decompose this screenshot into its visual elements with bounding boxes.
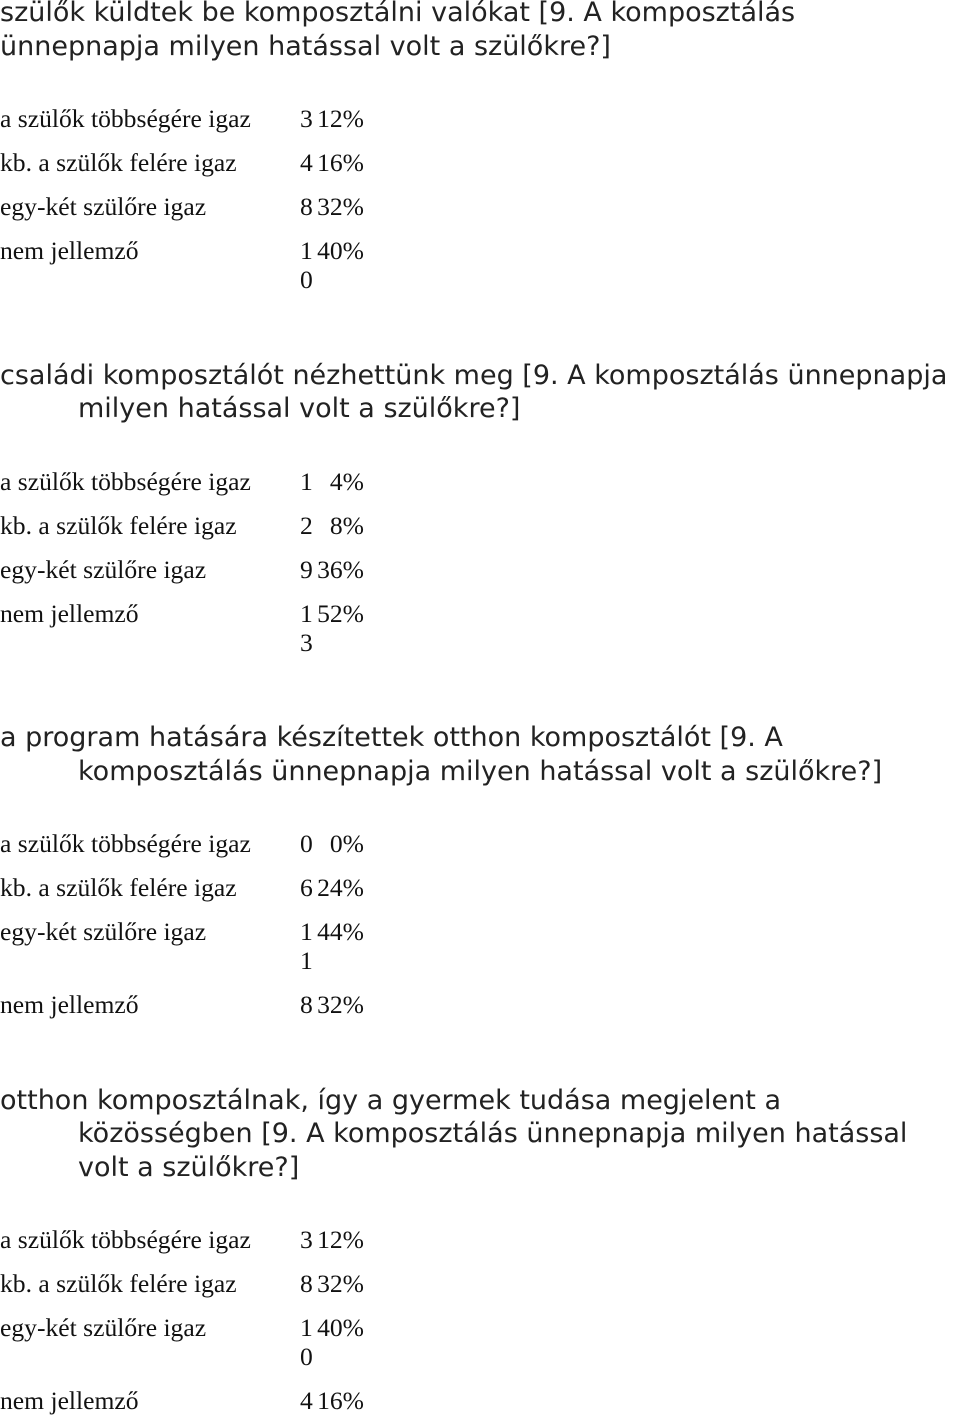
- response-row: [0, 814, 960, 858]
- response-count: 3: [300, 104, 313, 133]
- response-row: [0, 452, 960, 496]
- question-section: [0, 721, 960, 1019]
- question-section: [0, 1084, 960, 1416]
- response-percent: 0%: [329, 829, 364, 858]
- response-row: [0, 177, 960, 221]
- response-count: 2: [300, 510, 313, 540]
- question-title-line: családi komposztálót nézhettünk meg [9. A komposztálás ünnepnapja: [0, 359, 948, 391]
- response-count: 10: [300, 1313, 313, 1371]
- response-percent: 36%: [317, 554, 364, 584]
- response-count: 8: [300, 1269, 313, 1298]
- response-percent: 16%: [317, 1386, 364, 1415]
- response-table: [0, 814, 960, 1019]
- response-label: egy-két szülőre igaz: [0, 917, 207, 946]
- response-percent: 44%: [317, 917, 364, 946]
- response-label: egy-két szülőre igaz: [0, 192, 207, 221]
- response-label: a szülők többségére igaz: [0, 104, 251, 133]
- response-count: 13: [300, 598, 313, 657]
- response-row: [0, 975, 960, 1019]
- question-title: [0, 359, 960, 426]
- response-count: 11: [300, 917, 313, 975]
- response-label: nem jellemző: [0, 598, 139, 628]
- question-title-line: otthon komposztálnak, így a gyermek tudása megjelent a: [0, 1084, 781, 1116]
- response-label: nem jellemző: [0, 990, 139, 1019]
- response-label: kb. a szülők felére igaz: [0, 148, 237, 177]
- response-label: a szülők többségére igaz: [0, 1225, 251, 1254]
- response-percent: 40%: [317, 236, 364, 265]
- response-percent: 12%: [317, 1225, 364, 1254]
- question-title-line: szülők küldtek be komposztálni valókat [9. A komposztálás: [0, 0, 796, 28]
- response-count: 6: [300, 873, 313, 902]
- response-label: kb. a szülők felére igaz: [0, 510, 237, 540]
- response-row: [0, 584, 960, 657]
- response-table: [0, 1210, 960, 1415]
- response-count: 9: [300, 554, 313, 584]
- response-count: 1: [300, 466, 313, 496]
- response-row: [0, 1371, 960, 1415]
- response-percent: 12%: [317, 104, 364, 133]
- response-row: [0, 1298, 960, 1371]
- response-row: [0, 133, 960, 177]
- response-label: egy-két szülőre igaz: [0, 1313, 207, 1342]
- question-title-line: volt a szülőkre?]: [78, 1151, 300, 1183]
- response-percent: 4%: [329, 466, 364, 496]
- response-count: 8: [300, 990, 313, 1019]
- response-label: nem jellemző: [0, 236, 139, 265]
- question-title: [0, 0, 960, 63]
- response-row: [0, 902, 960, 975]
- response-count: 4: [300, 148, 313, 177]
- response-label: kb. a szülők felére igaz: [0, 1269, 237, 1298]
- response-table: [0, 452, 960, 657]
- question-title: [0, 1084, 960, 1185]
- response-percent: 32%: [317, 1269, 364, 1298]
- question-title-line: milyen hatással volt a szülőkre?]: [78, 393, 521, 424]
- question-section: [0, 0, 960, 294]
- response-row: [0, 89, 960, 133]
- response-label: nem jellemző: [0, 1386, 139, 1415]
- response-row: [0, 858, 960, 902]
- response-label: a szülők többségére igaz: [0, 829, 251, 858]
- response-percent: 52%: [317, 598, 364, 628]
- response-count: 8: [300, 192, 313, 221]
- response-count: 4: [300, 1386, 313, 1415]
- response-percent: 32%: [317, 990, 364, 1019]
- question-title-line: közösségben [9. A komposztálás ünnepnapja milyen hatással: [78, 1118, 908, 1149]
- response-row: [0, 221, 960, 294]
- question-title-line: ünnepnapja milyen hatással volt a szülőkre?]: [0, 30, 611, 62]
- response-table: [0, 89, 960, 294]
- response-label: egy-két szülőre igaz: [0, 554, 207, 584]
- response-row: [0, 496, 960, 540]
- response-percent: 8%: [329, 510, 364, 540]
- question-title-line: komposztálás ünnepnapja milyen hatással volt a szülőkre?]: [78, 755, 883, 787]
- response-count: 0: [300, 829, 313, 858]
- response-label: kb. a szülők felére igaz: [0, 873, 237, 902]
- response-row: [0, 1210, 960, 1254]
- response-count: 3: [300, 1225, 313, 1254]
- question-title-line: a program hatására készítettek otthon komposztálót [9. A: [0, 722, 783, 753]
- question-section: [0, 359, 960, 657]
- response-percent: 40%: [317, 1313, 364, 1342]
- response-count: 10: [300, 236, 313, 294]
- response-percent: 32%: [317, 192, 364, 221]
- response-percent: 16%: [317, 148, 364, 177]
- response-label: a szülők többségére igaz: [0, 466, 251, 496]
- response-percent: 24%: [317, 873, 364, 902]
- question-title: [0, 721, 960, 788]
- response-row: [0, 540, 960, 584]
- response-row: [0, 1254, 960, 1298]
